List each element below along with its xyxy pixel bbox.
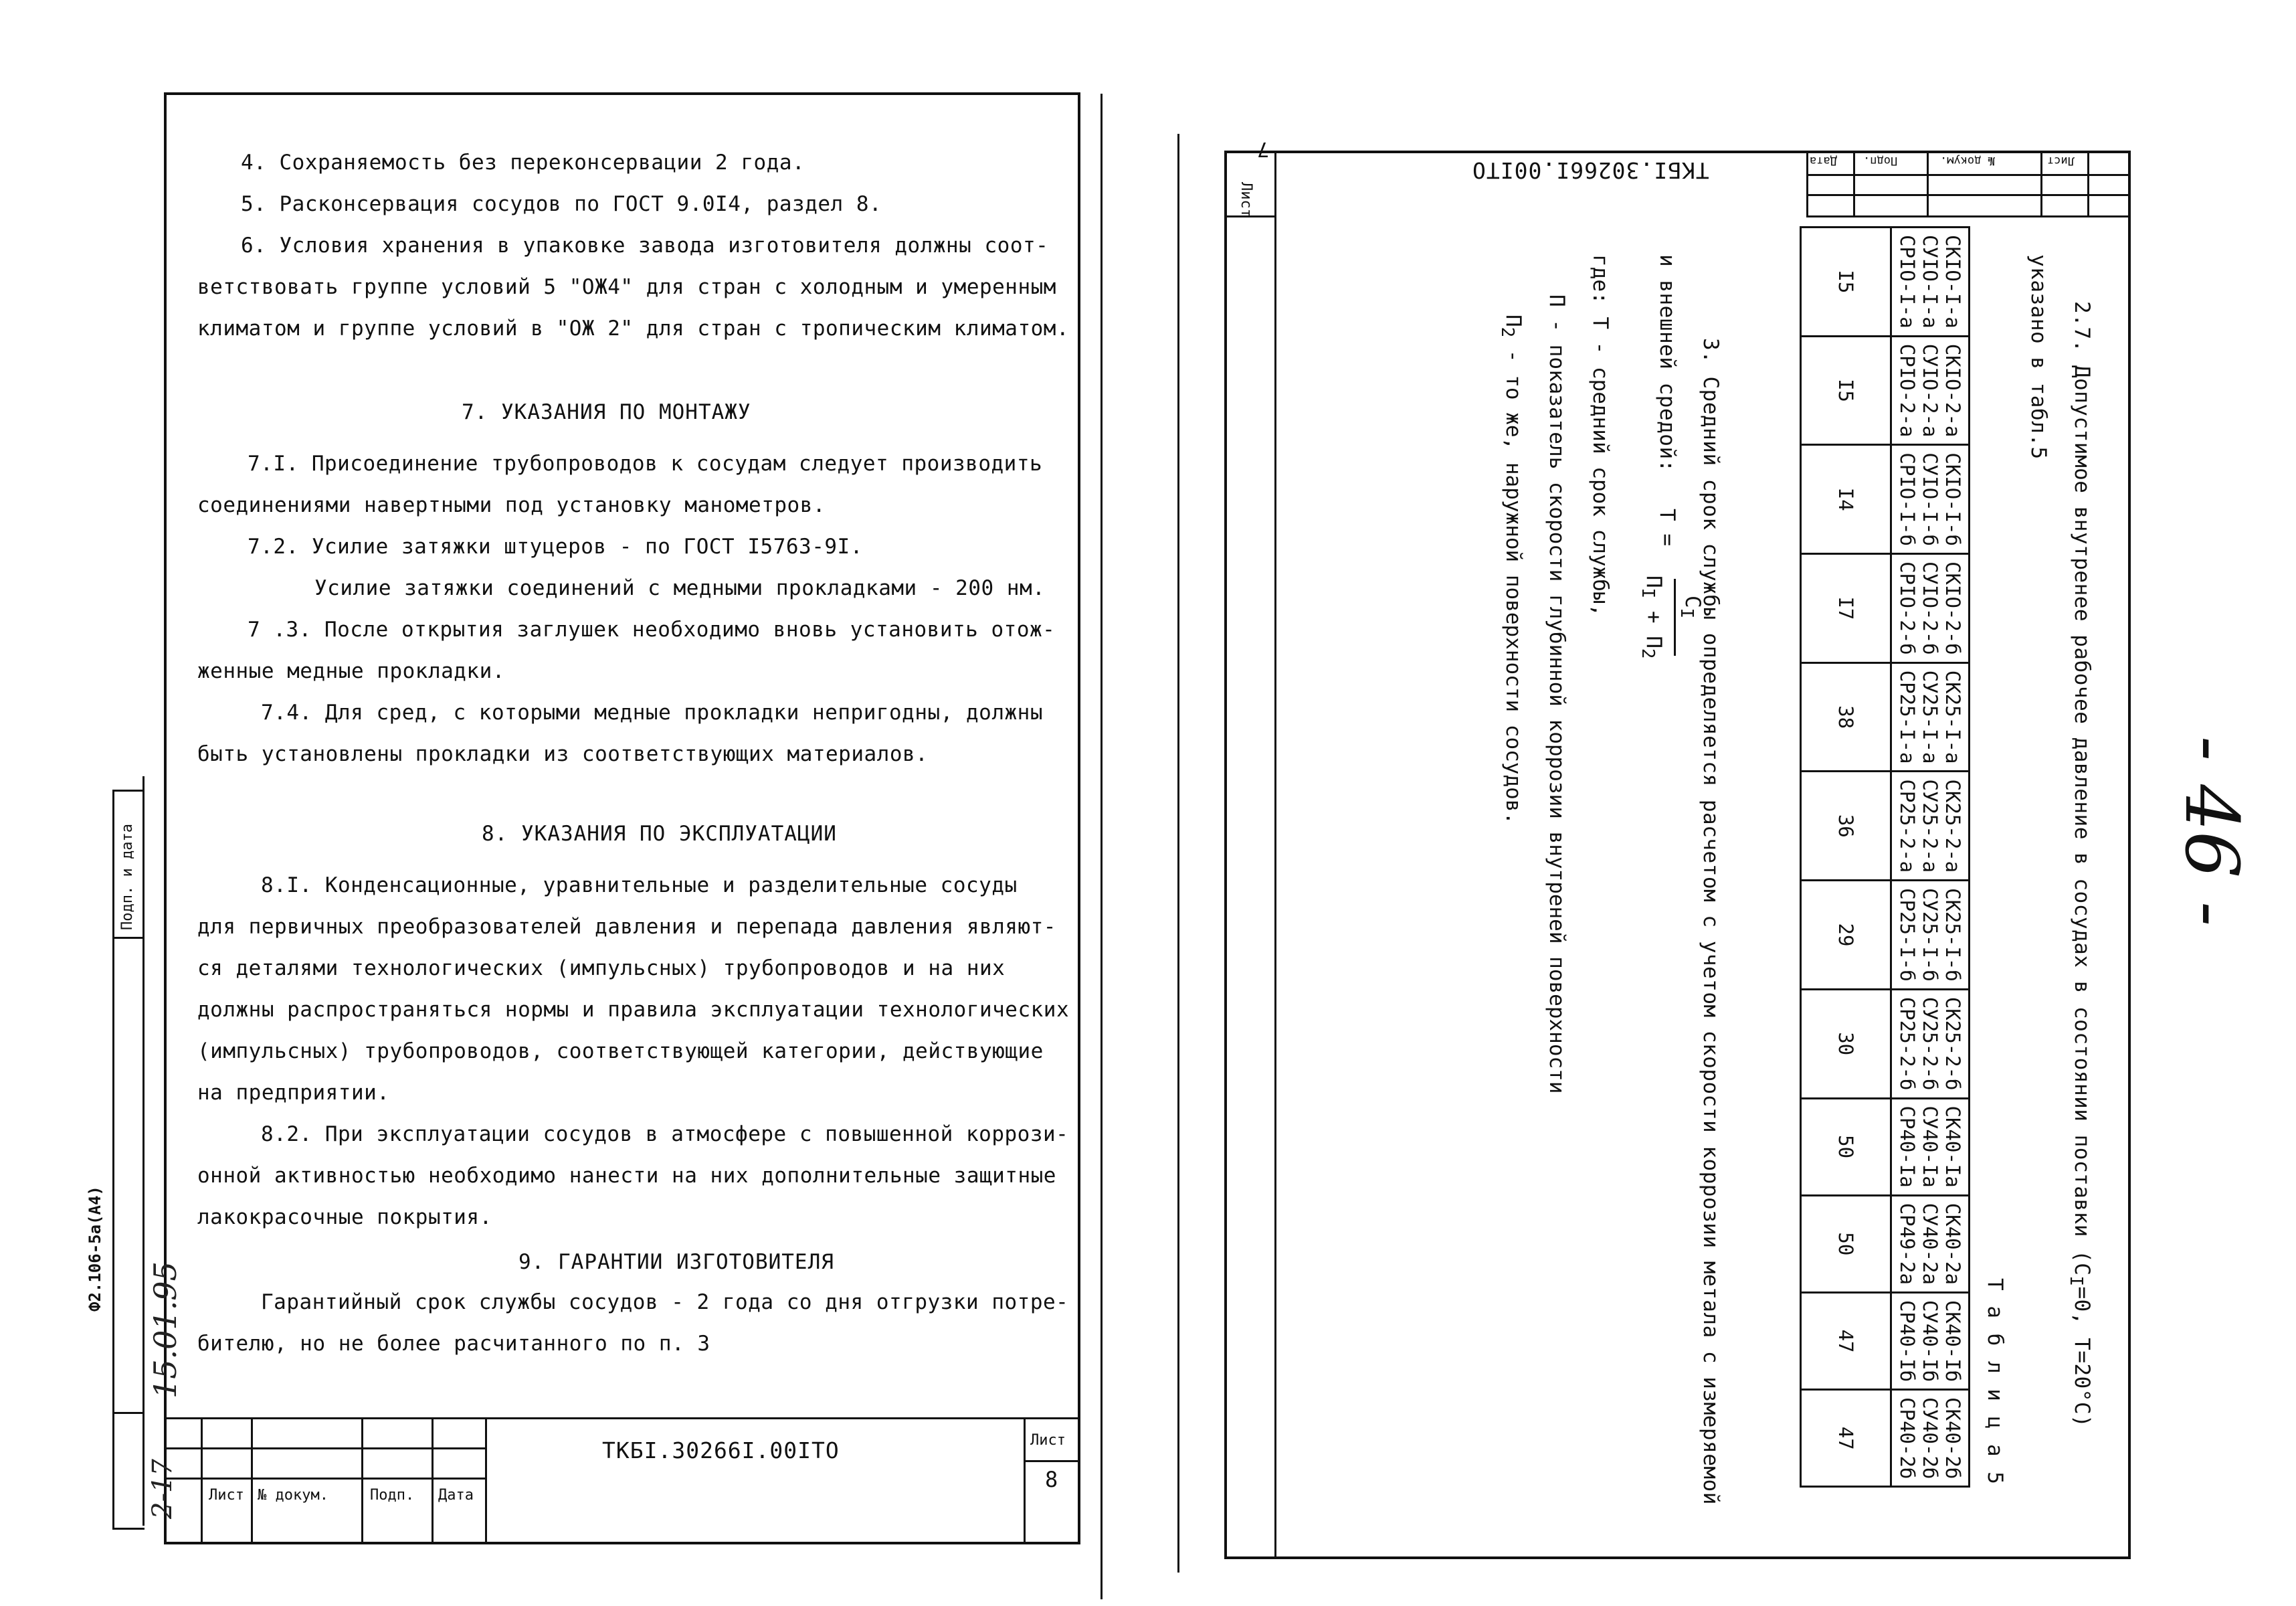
formula-t-equals: Т = (1655, 509, 1679, 546)
stamp-col-list: Лист (209, 1487, 244, 1504)
table-5-type-name: СУIО-2-а (1919, 343, 1941, 438)
table-5-type-cell (1891, 772, 1970, 881)
table-5-type-name: СКIО-I-б (1941, 452, 1964, 547)
table-5-type-cell (1891, 662, 1970, 772)
table-5-type-name: СК40-Iа (1941, 1105, 1964, 1188)
para-7-1-cont: соединениями навертными под установку манометров. (197, 493, 826, 517)
right-stamp-sheet-no: 7 (1256, 137, 1269, 161)
table-5-type-name: СК25-I-б (1941, 888, 1964, 982)
right-stamp-doc-code: ТКБI.30266I.00IТО (1472, 157, 1709, 183)
right-stamp-col-date: Дата (1810, 154, 1837, 167)
table-5-type-name: СР40-Iб (1896, 1300, 1919, 1382)
para-2-7-line1: 2.7. Допустимое внутренее рабочее давление в сосудах в состоянии поставки ($С_I=0$, Т=20°С) (2065, 301, 2094, 1428)
para-8-1: 8.I. Конденсационные, уравнительные и разделительные сосуды (261, 873, 1018, 897)
table-5-type-cell (1891, 1098, 1970, 1195)
sec8-title: 8. УКАЗАНИЯ ПО ЭКСПЛУАТАЦИИ (482, 822, 837, 846)
left-page-frame (164, 92, 1080, 1544)
stamp-doc-code: ТКБI.30266I.00IТО (602, 1437, 840, 1463)
gutter-line-left (1101, 94, 1103, 1599)
handwritten-date: 15.01.95 (147, 1261, 183, 1399)
para-5: 5. Расконсервация сосудов по ГОСТ 9.0I4, раздел 8. (241, 192, 882, 216)
para-4: 4. Сохраняемость без переконсервации 2 года. (241, 151, 805, 175)
where-P1: П - показатель скорости глубинной коррозии внутреней поверхности (1545, 294, 1569, 1094)
table-5-type-name: СУIО-I-б (1919, 452, 1941, 547)
sec7-title: 7. УКАЗАНИЯ ПО МОНТАЖУ (462, 400, 751, 424)
table-5-values-row (1801, 228, 1891, 1487)
table-5-type-name: СК25-2-а (1941, 779, 1964, 873)
table-5-type-cell (1891, 989, 1970, 1098)
table-5-type-name: СК25-2-б (1941, 996, 1964, 1091)
para-8-2: 8.2. При эксплуатации сосудов в атмосфере с повышенной коррози- (261, 1122, 1069, 1146)
table-5-type-name: СУ25-I-б (1919, 888, 1941, 982)
table-5-value-cell: 50 (1801, 1195, 1891, 1292)
para-7-3-cont: женные медные прокладки. (197, 659, 505, 683)
table-5-value-cell: 29 (1801, 881, 1891, 990)
para-9: Гарантийный срок службы сосудов - 2 года со дня отгрузки потре- (261, 1290, 1069, 1314)
table-5-type-name: СУ25-2-б (1919, 996, 1941, 1091)
where-P2: $П_2$ - то же, наружной поверхности сосудов. (1497, 315, 1525, 825)
para-9-cont: бителю, но не более расчитанного по п. 3 (197, 1332, 710, 1356)
table-5-type-name: СУ25-2-а (1919, 779, 1941, 873)
table-5-type-cell (1891, 881, 1970, 990)
table-5-value-cell: I7 (1801, 554, 1891, 663)
right-stamp-col-sign: Подп. (1863, 154, 1898, 167)
table-5-type-cell (1891, 336, 1970, 445)
handwritten-number: 2-17 (147, 1459, 178, 1519)
para-8-1-c1: для первичных преобразователей давления и перепада давления являют- (197, 915, 1056, 939)
para-6: 6. Условия хранения в упаковке завода изготовителя должны соот- (241, 234, 1049, 258)
table-5-type-name: СК40-Iб (1941, 1300, 1964, 1382)
table-5-type-name: СРIО-2-б (1896, 561, 1919, 655)
right-stamp-col-list: Лист (2047, 154, 2075, 167)
table-5-title: Т а б л и ц а 5 (1983, 1278, 2007, 1486)
table-5-type-cell (1891, 1195, 1970, 1292)
para-7-2-cont: Усилие затяжки соединений с медными прокладками - 200 нм. (314, 576, 1046, 600)
para-8-1-c3: должны распространяться нормы и правила эксплуатации технологических (197, 998, 1070, 1022)
table-5-type-cell (1891, 1292, 1970, 1389)
formula-numerator: $С_I$ (1676, 596, 1705, 619)
stamp-col-date: Дата (438, 1487, 474, 1504)
para-8-1-c2: ся деталями технологических (импульсных) трубопроводов и на них (197, 956, 1006, 980)
table-5 (1800, 226, 1970, 1488)
right-stamp-sheet-label: Лист (1238, 182, 1254, 217)
table-5-type-name: СКIО-2-б (1941, 561, 1964, 655)
table-5-value-cell: 47 (1801, 1292, 1891, 1389)
table-5-type-name: СР25-2-а (1896, 779, 1919, 873)
table-5-type-cell (1891, 554, 1970, 663)
table-5-type-name: СК40-2б (1941, 1397, 1964, 1480)
para-8-1-c4: (импульсных) трубопроводов, соответствующей категории, действующие (197, 1039, 1044, 1063)
formula-fraction-bar (1674, 579, 1676, 656)
para-7-4-cont: быть установлены прокладки из соответствующих материалов. (197, 742, 929, 766)
table-5-type-cell (1891, 445, 1970, 554)
stamp-sheet-no: 8 (1045, 1467, 1058, 1492)
table-5-type-name: СУ40-2а (1919, 1202, 1941, 1285)
table-5-type-name: СУ40-Iа (1919, 1105, 1941, 1188)
table-5-type-name: СРIО-I-б (1896, 452, 1919, 547)
stamp-col-doc: № докум. (258, 1487, 328, 1504)
right-stamp-col-doc: № докум. (1940, 154, 1995, 167)
table-5-value-cell: I4 (1801, 445, 1891, 554)
sec9-title: 9. ГАРАНТИИ ИЗГОТОВИТЕЛЯ (518, 1250, 834, 1274)
table-5-value-cell: 50 (1801, 1098, 1891, 1195)
para-6-cont2: климатом и группе условий в "ОЖ 2" для стран с тропическим климатом. (197, 317, 1070, 341)
table-5-type-name: СР25-2-б (1896, 996, 1919, 1091)
para-3-line1: 3. Средний срок службы определяется расчетом с учетом скорости коррозии метала с измеряемой (1699, 338, 1723, 1505)
para-6-cont1: ветствовать группе условий 5 "ОЖ4" для стран с холодным и умеренным (197, 275, 1056, 299)
table-5-type-name: СРIО-2-а (1896, 343, 1919, 438)
stamp-col-sign: Подп. (370, 1487, 415, 1504)
table-5-value-cell: 38 (1801, 662, 1891, 772)
table-5-type-cell (1891, 1390, 1970, 1487)
formula-denominator: $П_I + П_2$ (1637, 575, 1666, 659)
table-5-type-name: СР25-I-б (1896, 888, 1919, 982)
table-5-type-name: СРIО-I-а (1896, 235, 1919, 329)
table-5-value-cell: 36 (1801, 772, 1891, 881)
table-5-value-cell: I5 (1801, 228, 1891, 337)
table-5-type-name: СР40-2б (1896, 1397, 1919, 1480)
gutter-line-right (1177, 134, 1179, 1573)
table-5-type-name: СК25-I-а (1941, 670, 1964, 764)
para-7-4: 7.4. Для сред, с которыми медные прокладки непригодны, должны (261, 701, 1043, 725)
where-T: где: Т - средний срок службы, (1588, 254, 1612, 617)
side-label-sign-date: Подп. и дата (119, 824, 136, 930)
para-7-3: 7 .3. После открытия заглушек необходимо вновь установить отож- (248, 618, 1056, 642)
para-8-1-c5: на предприятии. (197, 1081, 390, 1105)
table-5-type-name: СКIО-2-а (1941, 343, 1964, 438)
table-5-type-cell (1891, 228, 1970, 337)
para-7-2: 7.2. Усилие затяжки штуцеров - по ГОСТ I5763-9I. (248, 535, 863, 559)
para-8-2-c1: онной активностью необходимо нанести на них дополнительные защитные (197, 1164, 1056, 1188)
table-5-value-cell: 30 (1801, 989, 1891, 1098)
table-5-type-name: СР49-2а (1896, 1202, 1919, 1285)
handwritten-page-number: - 46 - (2169, 736, 2255, 927)
para-3-line2: и внешней средой: (1655, 254, 1679, 472)
para-8-2-c2: лакокрасочные покрытия. (197, 1205, 492, 1229)
table-5-value-cell: 47 (1801, 1390, 1891, 1487)
table-5-type-name: СУIО-I-а (1919, 235, 1941, 329)
form-code: Ф2.106-5а(А4) (86, 1186, 104, 1312)
stamp-sheet-label: Лист (1030, 1432, 1066, 1449)
table-5-type-name: СУIО-2-б (1919, 561, 1941, 655)
table-5-value-cell: I5 (1801, 336, 1891, 445)
table-5-type-name: СУ25-I-а (1919, 670, 1941, 764)
table-5-type-name: СУ40-2б (1919, 1397, 1941, 1480)
table-5-type-name: СР25-I-а (1896, 670, 1919, 764)
table-5-type-name: СУ40-Iб (1919, 1300, 1941, 1382)
table-5-type-name: СК40-2а (1941, 1202, 1964, 1285)
table-5-type-name: СКIО-I-а (1941, 235, 1964, 329)
para-7-1: 7.I. Присоединение трубопроводов к сосудам следует производить (248, 452, 1043, 476)
table-5-types-row (1891, 228, 1970, 1487)
table-5-type-name: СР40-Iа (1896, 1105, 1919, 1188)
para-2-7-line2: указано в табл.5 (2026, 254, 2050, 460)
